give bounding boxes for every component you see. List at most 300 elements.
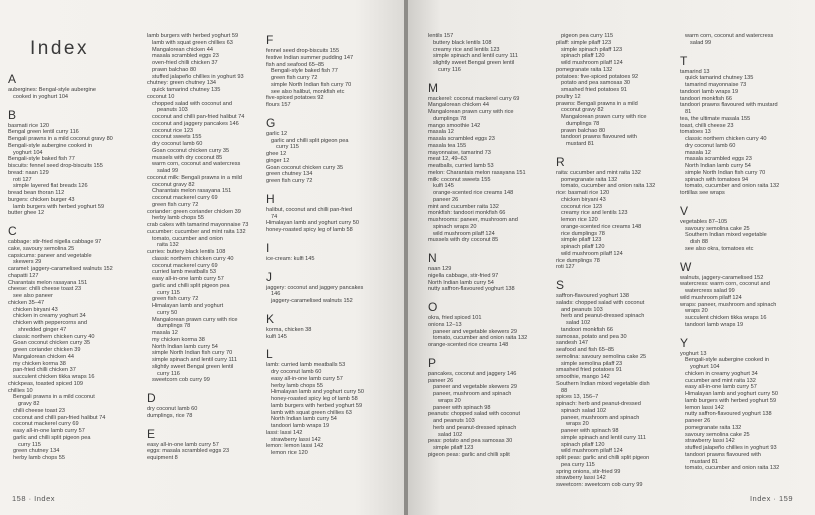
index-entry: Bengal green lentil curry 116 <box>8 129 79 136</box>
index-subentry: paneer and vegetable skewers 29 <box>433 384 517 391</box>
index-subentry: skewers 29 <box>13 259 42 266</box>
index-entry: masala tea 155 <box>428 142 467 149</box>
index-entry: salads: chopped salad with coconut <box>556 299 645 306</box>
index-entry: wild mushroom pilaff 124 <box>680 294 742 301</box>
index-subentry-continued: dish 88 <box>690 239 709 245</box>
index-entry: chutney: green chutney 134 <box>147 80 217 87</box>
index-subentry: roti 127 <box>13 176 32 183</box>
index-title: Index <box>30 38 89 59</box>
index-subentry: tomato, cucumber and onion raita 132 <box>685 183 780 190</box>
index-entry: lemon: lemon lassi 142 <box>266 443 324 450</box>
index-subentry: 81 <box>685 109 692 115</box>
index-subentry: classic northern chicken curry 40 <box>685 136 767 142</box>
index-subentry: lamb burgers with herbed yoghurt 59 <box>271 402 363 409</box>
index-entry: Bengali-style baked fish 77 <box>8 156 75 163</box>
index-subentry: Goan coconut chicken curry 35 <box>13 340 91 347</box>
index-subentry: garlic and chilli split pigeon pea <box>152 282 230 289</box>
index-subentry: wild mushroom pilaff 124 <box>433 230 495 237</box>
index-subentry: cucumber and mint raita 132 <box>685 377 756 384</box>
letter-heading: E <box>147 426 156 441</box>
index-subentry: lemon rice 120 <box>561 217 598 223</box>
index-entry: lamb burgers with herbed yoghurt 59 <box>147 33 239 39</box>
index-entry: meatballs, curried lamb 53 <box>428 163 494 169</box>
index-entry: monkfish: tandoori monkfish 66 <box>428 210 506 217</box>
index-column <box>8 72 126 462</box>
index-subentry-continued: curry 115 <box>18 441 41 448</box>
index-entry: masala 12 <box>428 129 454 136</box>
index-subentry-continued: raita 132 <box>157 242 179 249</box>
index-subentry: spinach wraps 20 <box>433 223 477 230</box>
index-entry: easy all-in-one lamb curry 57 <box>147 441 219 448</box>
letter-heading: M <box>428 80 438 95</box>
index-column <box>266 33 391 457</box>
index-subentry: coconut sweets 155 <box>152 134 202 141</box>
index-subentry: pea curry 115 <box>561 461 595 468</box>
index-entry: green chutney 134 <box>266 171 313 178</box>
index-entry: mackerel: coconut mackerel curry 69 <box>428 95 520 102</box>
index-subentry: see also halibut, monkfish etc <box>271 88 345 95</box>
index-subentry-continued: curry 116 <box>438 66 461 73</box>
index-entry: smashed fried potatoes 91 <box>556 367 622 374</box>
index-subentry: smashed fried potatoes 91 <box>561 87 627 93</box>
index-subentry: herby lamb chops 55 <box>152 215 204 222</box>
index-subentry: spinach with tomatoes 94 <box>685 176 749 183</box>
index-subentry: simple pilaff 123 <box>433 445 474 451</box>
index-entry: mussels with dry coconut 85 <box>428 237 499 244</box>
index-entry: split peas: garlic and chilli split pigeon <box>556 455 650 461</box>
index-entry: Goan coconut chicken curry 35 <box>266 164 344 171</box>
index-entry: strawberry lassi 142 <box>556 475 606 482</box>
index-subentry: Mangalorean prawn curry with rice <box>561 114 647 120</box>
index-subentry-continued: curry 116 <box>157 370 180 377</box>
index-subentry: tomato, cucumber and onion raita 132 <box>685 465 780 472</box>
index-column <box>556 33 676 489</box>
index-subentry: prawn balchao 80 <box>561 127 606 134</box>
index-subentry: dry coconut lamb 60 <box>271 369 322 375</box>
letter-heading: O <box>428 300 438 314</box>
index-subentry: tandoori prawns flavoured with <box>561 134 637 141</box>
index-entry: sandesh 147 <box>556 340 589 347</box>
index-subentry-continued: curry 115 <box>276 144 299 151</box>
index-subentry: chicken biryani 43 <box>561 196 606 203</box>
index-entry: spices 13, 156–7 <box>556 394 599 401</box>
index-entry: jaggery: coconut and jaggery pancakes <box>266 284 364 291</box>
index-entry: masala scrambled eggs 23 <box>428 136 495 142</box>
index-subentry: coconut mackerel curry 69 <box>13 421 79 428</box>
index-entry: biscuits: fennel seed drop-biscuits 155 <box>8 163 103 169</box>
index-subentry: creamy rice and lentils 123 <box>433 46 500 53</box>
index-subentry: coconut rice 123 <box>561 203 603 210</box>
letter-heading: P <box>428 355 437 370</box>
index-subentry: honey-roasted spicy leg of lamb 58 <box>271 396 358 402</box>
index-subentry: oven-fried chilli chicken 37 <box>152 60 218 66</box>
index-entry: Southern Indian mixed vegetable dish <box>556 380 650 387</box>
index-entry: coconut 10 <box>147 93 175 100</box>
index-subentry: paneer with spinach 98 <box>561 428 619 434</box>
index-subentry: savoury semolina cake 25 <box>685 225 750 232</box>
index-subentry: tomato, cucumber and onion raita 132 <box>561 183 656 190</box>
index-entry: fish and seafood 65–85 <box>266 61 325 68</box>
index-column <box>147 33 265 462</box>
index-subentry-continued: curry 50 <box>157 309 178 316</box>
index-entry: lamb: curried lamb meatballs 53 <box>266 362 346 369</box>
index-subentry: lamb with squat green chillies 63 <box>152 39 233 46</box>
index-entry: seafood and fish 65–85 <box>556 347 615 353</box>
index-subentry: easy all-in-one lamb curry 57 <box>152 276 224 282</box>
index-subentry: Himalayan lamb and yoghurt curry 50 <box>271 389 364 396</box>
index-subentry: dry coconut lamb 60 <box>152 141 203 147</box>
index-subentry: pomegranate raita 132 <box>561 176 618 183</box>
index-subentry: curried lamb meatballs 53 <box>152 269 217 276</box>
index-subentry: simple spinach and lentil curry 111 <box>152 357 237 363</box>
index-subentry-continued: gravy 82 <box>18 401 40 407</box>
index-entry: Mangalorean prawn curry with rice <box>428 109 514 115</box>
index-subentry: Bengali-style aubergine cooked in <box>685 357 769 364</box>
index-subentry: my chicken korma 38 <box>152 336 205 343</box>
index-entry: toast, chilli cheese 23 <box>680 122 734 129</box>
index-entry: ginger 12 <box>266 157 290 164</box>
index-subentry: herb and peanut-dressed spinach <box>561 313 645 320</box>
index-subentry: tandoori prawns flavoured with <box>685 451 761 458</box>
index-subentry: Himalayan lamb and yoghurt <box>152 303 224 309</box>
letter-heading: J <box>266 269 272 284</box>
letter-heading: R <box>556 154 565 169</box>
index-entry: okra, fried spiced 101 <box>428 315 482 321</box>
index-subentry: mussels with dry coconut 85 <box>152 154 223 161</box>
index-entry: bread: naan 129 <box>8 169 49 176</box>
index-entry: ice-cream: kulfi 145 <box>266 255 315 262</box>
letter-heading: L <box>266 347 273 362</box>
index-subentry: chicken in creamy yoghurt 34 <box>685 370 758 377</box>
index-entry: coriander: green coriander chicken 39 <box>147 208 241 215</box>
index-subentry: green coriander chicken 39 <box>13 347 81 353</box>
index-subentry: Bengali-style baked fish 77 <box>271 68 338 75</box>
index-subentry: kulfi 145 <box>433 183 454 190</box>
index-subentry: Goan coconut chicken curry 35 <box>152 147 230 154</box>
index-subentry: simple spinach pilaff 123 <box>561 46 623 53</box>
index-entry: honey-roasted spicy leg of lamb 58 <box>266 227 353 233</box>
index-entry: capsicums: paneer and vegetable <box>8 252 92 259</box>
index-subentry: succulent chicken tikka wraps 16 <box>685 315 767 321</box>
letter-heading: I <box>266 240 270 255</box>
index-entry: rice: basmati rice 120 <box>556 190 610 196</box>
letter-heading: D <box>147 391 156 405</box>
index-subentry: paneer, mushroom and spinach <box>433 391 512 397</box>
index-entry: wraps: paneer, mushroom and spinach <box>680 301 777 308</box>
index-subentry: coconut and chilli pan-fried halibut 74 <box>13 414 106 421</box>
index-entry: meat 12, 49–63 <box>428 156 467 163</box>
index-entry: festive Indian summer pudding 147 <box>266 54 354 61</box>
index-subentry: strawberry lassi 142 <box>685 438 735 445</box>
index-subentry: spinach pilaff 120 <box>561 53 605 60</box>
index-subentry: North Indian lamb curry 54 <box>685 163 751 169</box>
index-subentry: creamy rice and lentils 123 <box>561 210 628 217</box>
index-subentry: lamb burgers with herbed yoghurt 59 <box>685 397 777 404</box>
index-subentry: 88 <box>561 387 568 394</box>
index-entry: bread bean thoran 112 <box>8 190 65 196</box>
letter-heading: V <box>680 203 689 218</box>
index-entry: prawns: Bengali prawns in a mild <box>556 100 638 107</box>
index-subentry: dumplings 78 <box>433 115 467 122</box>
index-entry: samosas, potato and pea 30 <box>556 333 627 340</box>
index-entry: spring onions, stir-fried 99 <box>556 468 621 475</box>
index-entry: sweetcorn: sweetcorn cob curry 99 <box>556 482 643 488</box>
index-entry: Bengali prawns in a mild coconut gravy 80 <box>8 136 113 142</box>
index-subentry: prawn balchao 80 <box>152 66 197 73</box>
index-subentry: coconut rice 123 <box>152 127 194 134</box>
index-subentry-continued: dumplings 78 <box>157 323 191 330</box>
letter-heading: F <box>266 33 274 47</box>
index-entry: eggs: masala scrambled eggs 23 <box>147 448 230 455</box>
index-subentry: see also okra, tomatoes etc <box>685 245 754 252</box>
index-subentry: see also paneer <box>13 293 53 299</box>
index-entry: melon: Charantais melon rasayana 151 <box>428 169 526 176</box>
index-entry: pomegranate raita 132 <box>556 66 613 73</box>
letter-heading: T <box>680 53 688 68</box>
index-entry: lentils 157 <box>428 33 454 39</box>
index-entry: basmati rice 120 <box>8 122 50 129</box>
index-subentry-continued: mustard 81 <box>690 458 718 465</box>
index-subentry-continued: peanuts 103 <box>157 107 188 114</box>
index-subentry: classic northern chicken curry 40 <box>152 255 234 262</box>
index-subentry: wild mushroom pilaff 124 <box>561 60 623 66</box>
index-entry: saffron-flavoured yoghurt 138 <box>556 293 629 299</box>
index-subentry: herby lamb chops 55 <box>13 455 65 461</box>
index-entry: fennel seed drop-biscuits 155 <box>266 48 340 54</box>
index-subentry: rice dumplings 78 <box>561 230 605 237</box>
index-subentry: lamb with squat green chillies 63 <box>271 409 352 416</box>
index-entry: five-spiced potatoes 92 <box>266 95 324 102</box>
page-folio-right: Index · 159 <box>749 494 793 503</box>
index-subentry: Southern Indian mixed vegetable <box>685 232 767 239</box>
index-subentry: pan-fried chilli chicken 37 <box>13 367 76 374</box>
index-subentry: slightly sweet Bengal green lentil <box>152 363 234 370</box>
index-subentry: masala scrambled eggs 23 <box>685 156 752 163</box>
index-subentry: and peanuts 103 <box>561 306 603 313</box>
index-subentry-continued: salad 102 <box>438 431 463 438</box>
index-subentry: green fish curry 72 <box>271 75 318 81</box>
index-subentry-continued: wraps 20 <box>566 421 589 428</box>
index-subentry: paneer with spinach 98 <box>433 404 491 411</box>
index-subentry: tomato, cucumber and onion raita 132 <box>433 335 528 342</box>
index-entry: pancakes, coconut and jaggery 146 <box>428 370 517 377</box>
index-subentry: coconut gravy 82 <box>152 181 195 188</box>
index-entry: caramel: jaggery-caramelised walnuts 152 <box>8 266 113 272</box>
index-column <box>680 33 805 472</box>
index-entry: mayonnaise, tamarind 73 <box>428 149 491 156</box>
index-entry: walnuts, jaggery-caramelised 152 <box>680 274 764 281</box>
index-entry: nutty saffron-flavoured yoghurt 138 <box>428 286 515 293</box>
index-subentry: lemon lassi 142 <box>685 404 724 411</box>
index-subentry-continued: mustard 81 <box>566 141 594 147</box>
index-entry: vegetables 87–105 <box>680 218 728 225</box>
index-entry: garlic 12 <box>266 130 288 137</box>
letter-heading: C <box>8 224 17 238</box>
index-entry: Himalayan lamb and yoghurt curry 50 <box>266 220 359 227</box>
index-subentry: lamb burgers with herbed yoghurt 59 <box>13 203 105 210</box>
index-entry: Charantais melon rasayana 151 <box>8 279 88 286</box>
index-subentry: potato and pea samosas 30 <box>561 80 631 87</box>
letter-heading: B <box>8 107 17 122</box>
index-subentry: paneer, mushroom and spinach <box>561 414 640 421</box>
index-subentry: lemon rice 120 <box>271 450 308 456</box>
index-subentry: wild mushroom pilaff 124 <box>561 250 623 257</box>
index-subentry: coconut mackerel curry 69 <box>152 195 218 201</box>
index-subentry: herb and peanut-dressed spinach <box>433 424 517 431</box>
index-entry: chickpeas, toasted spiced 109 <box>8 380 83 387</box>
index-subentry: tomato, cucumber and onion <box>152 235 223 242</box>
index-subentry: jaggery-caramelised walnuts 152 <box>271 298 353 304</box>
index-entry: peanuts: chopped salad with coconut <box>428 411 521 418</box>
index-subentry: North Indian lamb curry 54 <box>152 343 218 350</box>
letter-heading: N <box>428 251 437 265</box>
index-subentry: coconut mackerel curry 69 <box>152 262 218 269</box>
index-subentry: paneer 26 <box>685 418 711 424</box>
index-entry: dry coconut lamb 60 <box>147 406 198 412</box>
index-entry: semolina: savoury semolina cake 25 <box>556 353 647 360</box>
index-entry: milk: coconut sweets 155 <box>428 176 491 183</box>
index-entry: halibut, coconut and chilli pan-fried <box>266 206 353 213</box>
index-subentry: wild mushroom pilaff 124 <box>561 448 623 455</box>
index-subentry: simple North Indian fish curry 70 <box>271 81 352 88</box>
index-subentry: yoghurt 104 <box>13 149 43 156</box>
index-subentry: Mangalorean prawn curry with rice <box>152 316 238 323</box>
index-entry: butter ghee 12 <box>8 210 45 217</box>
index-subentry: green chutney 134 <box>13 448 60 455</box>
index-entry: flours 157 <box>266 102 291 108</box>
index-subentry: herby lamb chops 55 <box>271 382 323 389</box>
letter-heading: K <box>266 311 275 326</box>
index-entry: equipment 8 <box>147 455 178 461</box>
index-subentry: simple spinach and lentil curry 111 <box>433 53 518 60</box>
index-subentry: stuffed jalapeño chillies in yoghurt 93 <box>152 73 244 80</box>
index-subentry: simple North Indian fish curry 70 <box>685 169 766 176</box>
index-entry: coconut milk: Bengali prawns in a mild <box>147 174 242 181</box>
index-subentry: coconut and jaggery pancakes 146 <box>152 120 239 127</box>
index-entry: pilaff: simple pilaff 123 <box>556 39 612 46</box>
index-subentry: Bengali prawns in a mild coconut <box>13 394 95 401</box>
index-entry: naan 129 <box>428 266 452 272</box>
index-subentry: paneer and vegetable skewers 29 <box>433 328 517 335</box>
index-entry: ghee 12 <box>266 151 287 157</box>
index-subentry: simple North Indian fish curry 70 <box>152 350 233 357</box>
index-entry: cucumber: cucumber and mint raita 132 <box>147 228 246 235</box>
index-subentry: savoury semolina cake 25 <box>685 431 750 438</box>
index-entry: tea, the ultimate masala 155 <box>680 115 751 122</box>
index-entry: crab cakes with tamarind mayonnaise 73 <box>147 222 249 228</box>
index-subentry: Himalayan lamb and yoghurt curry 50 <box>685 391 778 397</box>
index-subentry: my chicken korma 38 <box>13 360 66 367</box>
index-subentry: tandoori monkfish 66 <box>561 326 613 333</box>
index-entry: green fish curry 72 <box>266 178 313 184</box>
index-subentry: warm corn, coconut and watercress <box>685 33 774 39</box>
index-subentry: spinach pilaff 120 <box>561 244 605 250</box>
index-subentry: Charantais melon rasayana 151 <box>152 188 232 195</box>
index-entry: poultry 12 <box>556 93 581 100</box>
index-subentry: quick tamarind chutney 135 <box>685 75 754 82</box>
index-subentry: paneer 26 <box>433 196 459 203</box>
index-entry: tandoori monkfish 66 <box>680 95 732 102</box>
index-entry: Bengali-style aubergine cooked in <box>8 142 92 149</box>
index-entry: cheese: chilli cheese toast 23 <box>8 286 82 293</box>
index-entry: tamarind 13 <box>680 68 710 75</box>
letter-heading: Y <box>680 335 689 350</box>
index-subentry: dry coconut lamb 60 <box>685 142 736 149</box>
index-entry: Mangalorean chicken 44 <box>428 102 489 109</box>
index-subentry: coconut gravy 82 <box>561 107 604 114</box>
index-subentry: wraps 20 <box>685 308 708 315</box>
index-entry: tomatoes 13 <box>680 129 711 136</box>
index-subentry: coconut and chilli pan-fried halibut 74 <box>152 114 245 120</box>
index-entry: North Indian lamb curry 54 <box>428 279 494 286</box>
index-subentry: green fish curry 72 <box>152 296 199 303</box>
index-subentry: slightly sweet Bengal green lentil <box>433 60 515 66</box>
index-subentry: masala 12 <box>152 330 178 336</box>
index-subentry: easy all-in-one lamb curry 57 <box>685 384 757 391</box>
index-subentry: orange-scented rice creams 148 <box>561 223 642 230</box>
index-subentry: tamarind mayonnaise 73 <box>685 82 747 88</box>
index-subentry: chicken with peppercorns and <box>13 320 88 326</box>
index-subentry: garlic and chilli split pigeon pea <box>13 434 91 441</box>
index-subentry-continued: wraps 20 <box>438 397 461 404</box>
index-entry: tandoori prawns flavoured with mustard <box>680 102 778 109</box>
index-subentry: simple layered flat breads 126 <box>13 183 88 190</box>
index-entry: tandoori lamb wraps 19 <box>680 88 739 95</box>
index-subentry: green fish curry 72 <box>152 201 199 208</box>
index-entry: rice dumplings 78 <box>556 257 600 264</box>
page-folio-left: 158 · Index <box>12 494 56 503</box>
index-subentry-continued: yoghurt 104 <box>690 364 720 370</box>
index-entry: roti 127 <box>556 264 575 271</box>
index-subentry: watercress salad 99 <box>685 288 735 294</box>
index-entry: cake, savoury semolina 25 <box>8 245 75 252</box>
index-subentry: North Indian lamb curry 54 <box>271 416 337 423</box>
letter-heading: A <box>8 72 17 86</box>
index-entry: smoothie, mango 142 <box>556 374 610 380</box>
index-subentry: masala 12 <box>685 149 711 156</box>
index-entry: mango smoothie 142 <box>428 122 481 129</box>
letter-heading: W <box>680 259 692 274</box>
index-subentry: simple semolina pilaff 23 <box>561 360 623 367</box>
index-entry: dumplings, rice 78 <box>147 412 193 419</box>
index-subentry: chicken biryani 43 <box>13 306 58 313</box>
index-entry: curries: buttery black lentils 108 <box>147 249 226 255</box>
index-subentry: simple pilaff 123 <box>561 237 602 244</box>
index-subentry-continued: salad 99 <box>690 39 712 46</box>
index-entry: onions 12–13 <box>428 321 462 328</box>
index-entry: mushrooms: paneer, mushroom and <box>428 217 518 223</box>
index-entry: chapatti 127 <box>8 272 39 279</box>
index-subentry: sweetcorn cob curry 99 <box>152 377 210 384</box>
index-subentry: 146 <box>271 291 281 298</box>
index-subentry: 74 <box>271 213 278 220</box>
index-subentry-continued: curry 115 <box>157 289 180 296</box>
index-entry: aubergines: Bengal-style aubergine <box>8 87 97 93</box>
letter-heading: G <box>266 115 276 130</box>
letter-heading: H <box>266 191 275 206</box>
index-subentry: Mangalorean chicken 44 <box>152 46 213 53</box>
index-entry: raita: cucumber and mint raita 132 <box>556 169 641 176</box>
index-entry: peas: potato and pea samosas 30 <box>428 438 513 445</box>
index-subentry: chicken in creamy yoghurt 34 <box>13 313 86 320</box>
index-subentry: pigeon pea curry 115 <box>561 33 614 39</box>
index-entry: orange-scented rice creams 148 <box>428 342 509 348</box>
index-column <box>428 33 546 459</box>
index-subentry: spinach salad 102 <box>561 407 607 414</box>
index-entry: chicken 35–47 <box>8 299 45 306</box>
index-subentry: pomegranate raita 132 <box>685 424 742 431</box>
index-subentry: tandoori lamb wraps 19 <box>685 321 744 328</box>
